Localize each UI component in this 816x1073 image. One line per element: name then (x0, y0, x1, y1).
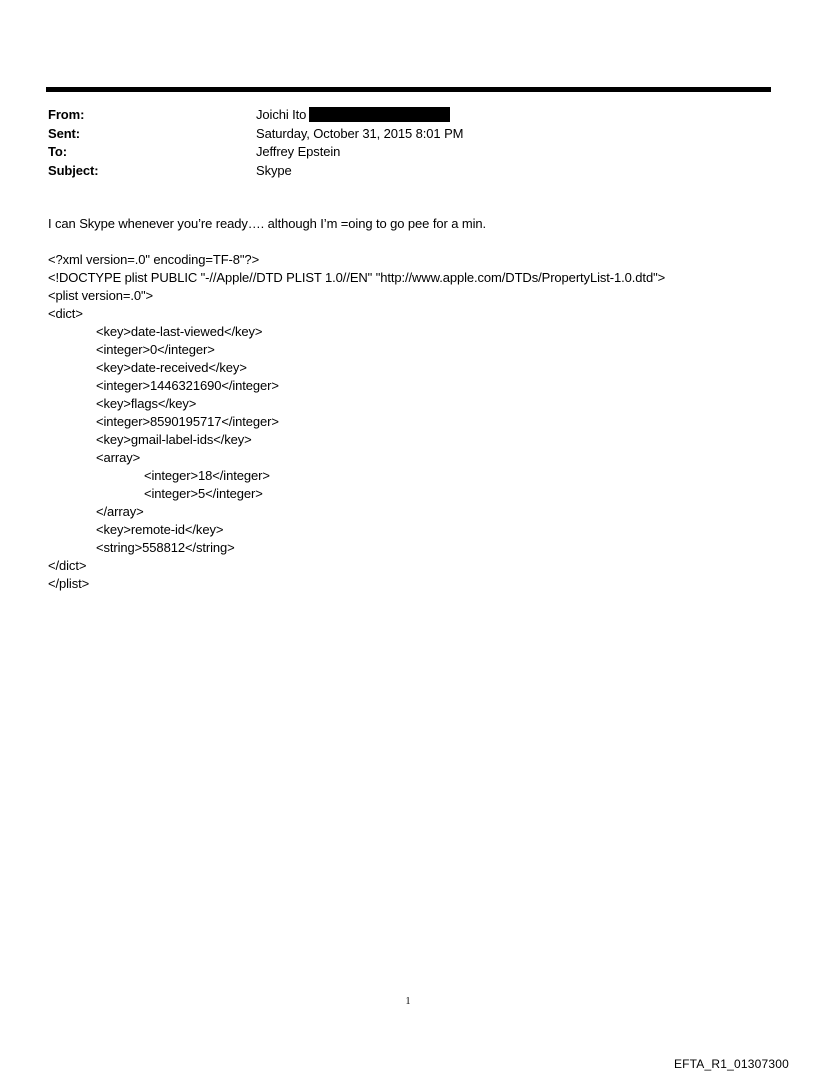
message-body: I can Skype whenever you’re ready…. although I’m =oing to go pee for a min. (48, 216, 487, 231)
email-header (48, 106, 748, 180)
subject-row (48, 162, 748, 181)
from-value: Joichi Ito (256, 107, 307, 122)
header-divider (46, 87, 771, 92)
from-row (48, 106, 748, 125)
subject-label: Subject: (48, 162, 99, 178)
from-label: From: (48, 107, 85, 122)
to-row (48, 143, 748, 162)
subject-value: Skype (256, 162, 292, 178)
plist-line: </array> (96, 504, 144, 519)
plist-line: <dict> (48, 306, 83, 321)
to-label: To: (48, 144, 67, 159)
sent-label: Sent: (48, 125, 81, 141)
to-value: Jeffrey Epstein (256, 144, 341, 159)
plist-line: <key>date-received</key> (96, 360, 247, 375)
sent-row (48, 125, 748, 144)
plist-line: <integer>0</integer> (96, 342, 215, 357)
plist-line: <key>date-last-viewed</key> (96, 324, 263, 339)
plist-line: <!DOCTYPE plist PUBLIC "-//Apple//DTD PLIST 1.0//EN" "http://www.apple.com/DTDs/PropertyList-1.0.dtd"> (48, 270, 666, 285)
redaction-block (309, 107, 450, 122)
plist-line: <key>remote-id</key> (96, 522, 224, 537)
plist-block (48, 251, 665, 593)
page-number: 1 (405, 996, 411, 1007)
sent-value: Saturday, October 31, 2015 8:01 PM (256, 125, 464, 141)
plist-line: <integer>5</integer> (144, 486, 263, 501)
plist-line: </dict> (48, 558, 87, 573)
plist-line: <plist version=.0"> (48, 288, 153, 303)
plist-line: <string>558812</string> (96, 540, 235, 555)
plist-line: <?xml version=.0" encoding=TF-8"?> (48, 252, 260, 267)
plist-line: <integer>18</integer> (144, 468, 270, 483)
plist-line: <integer>1446321690</integer> (96, 378, 279, 393)
plist-line: <key>flags</key> (96, 396, 197, 411)
plist-line: </plist> (48, 576, 90, 591)
document-id: EFTA_R1_01307300 (673, 1057, 789, 1071)
plist-line: <integer>8590195717</integer> (96, 414, 279, 429)
plist-line: <array> (96, 450, 141, 465)
plist-line: <key>gmail-label-ids</key> (96, 432, 252, 447)
